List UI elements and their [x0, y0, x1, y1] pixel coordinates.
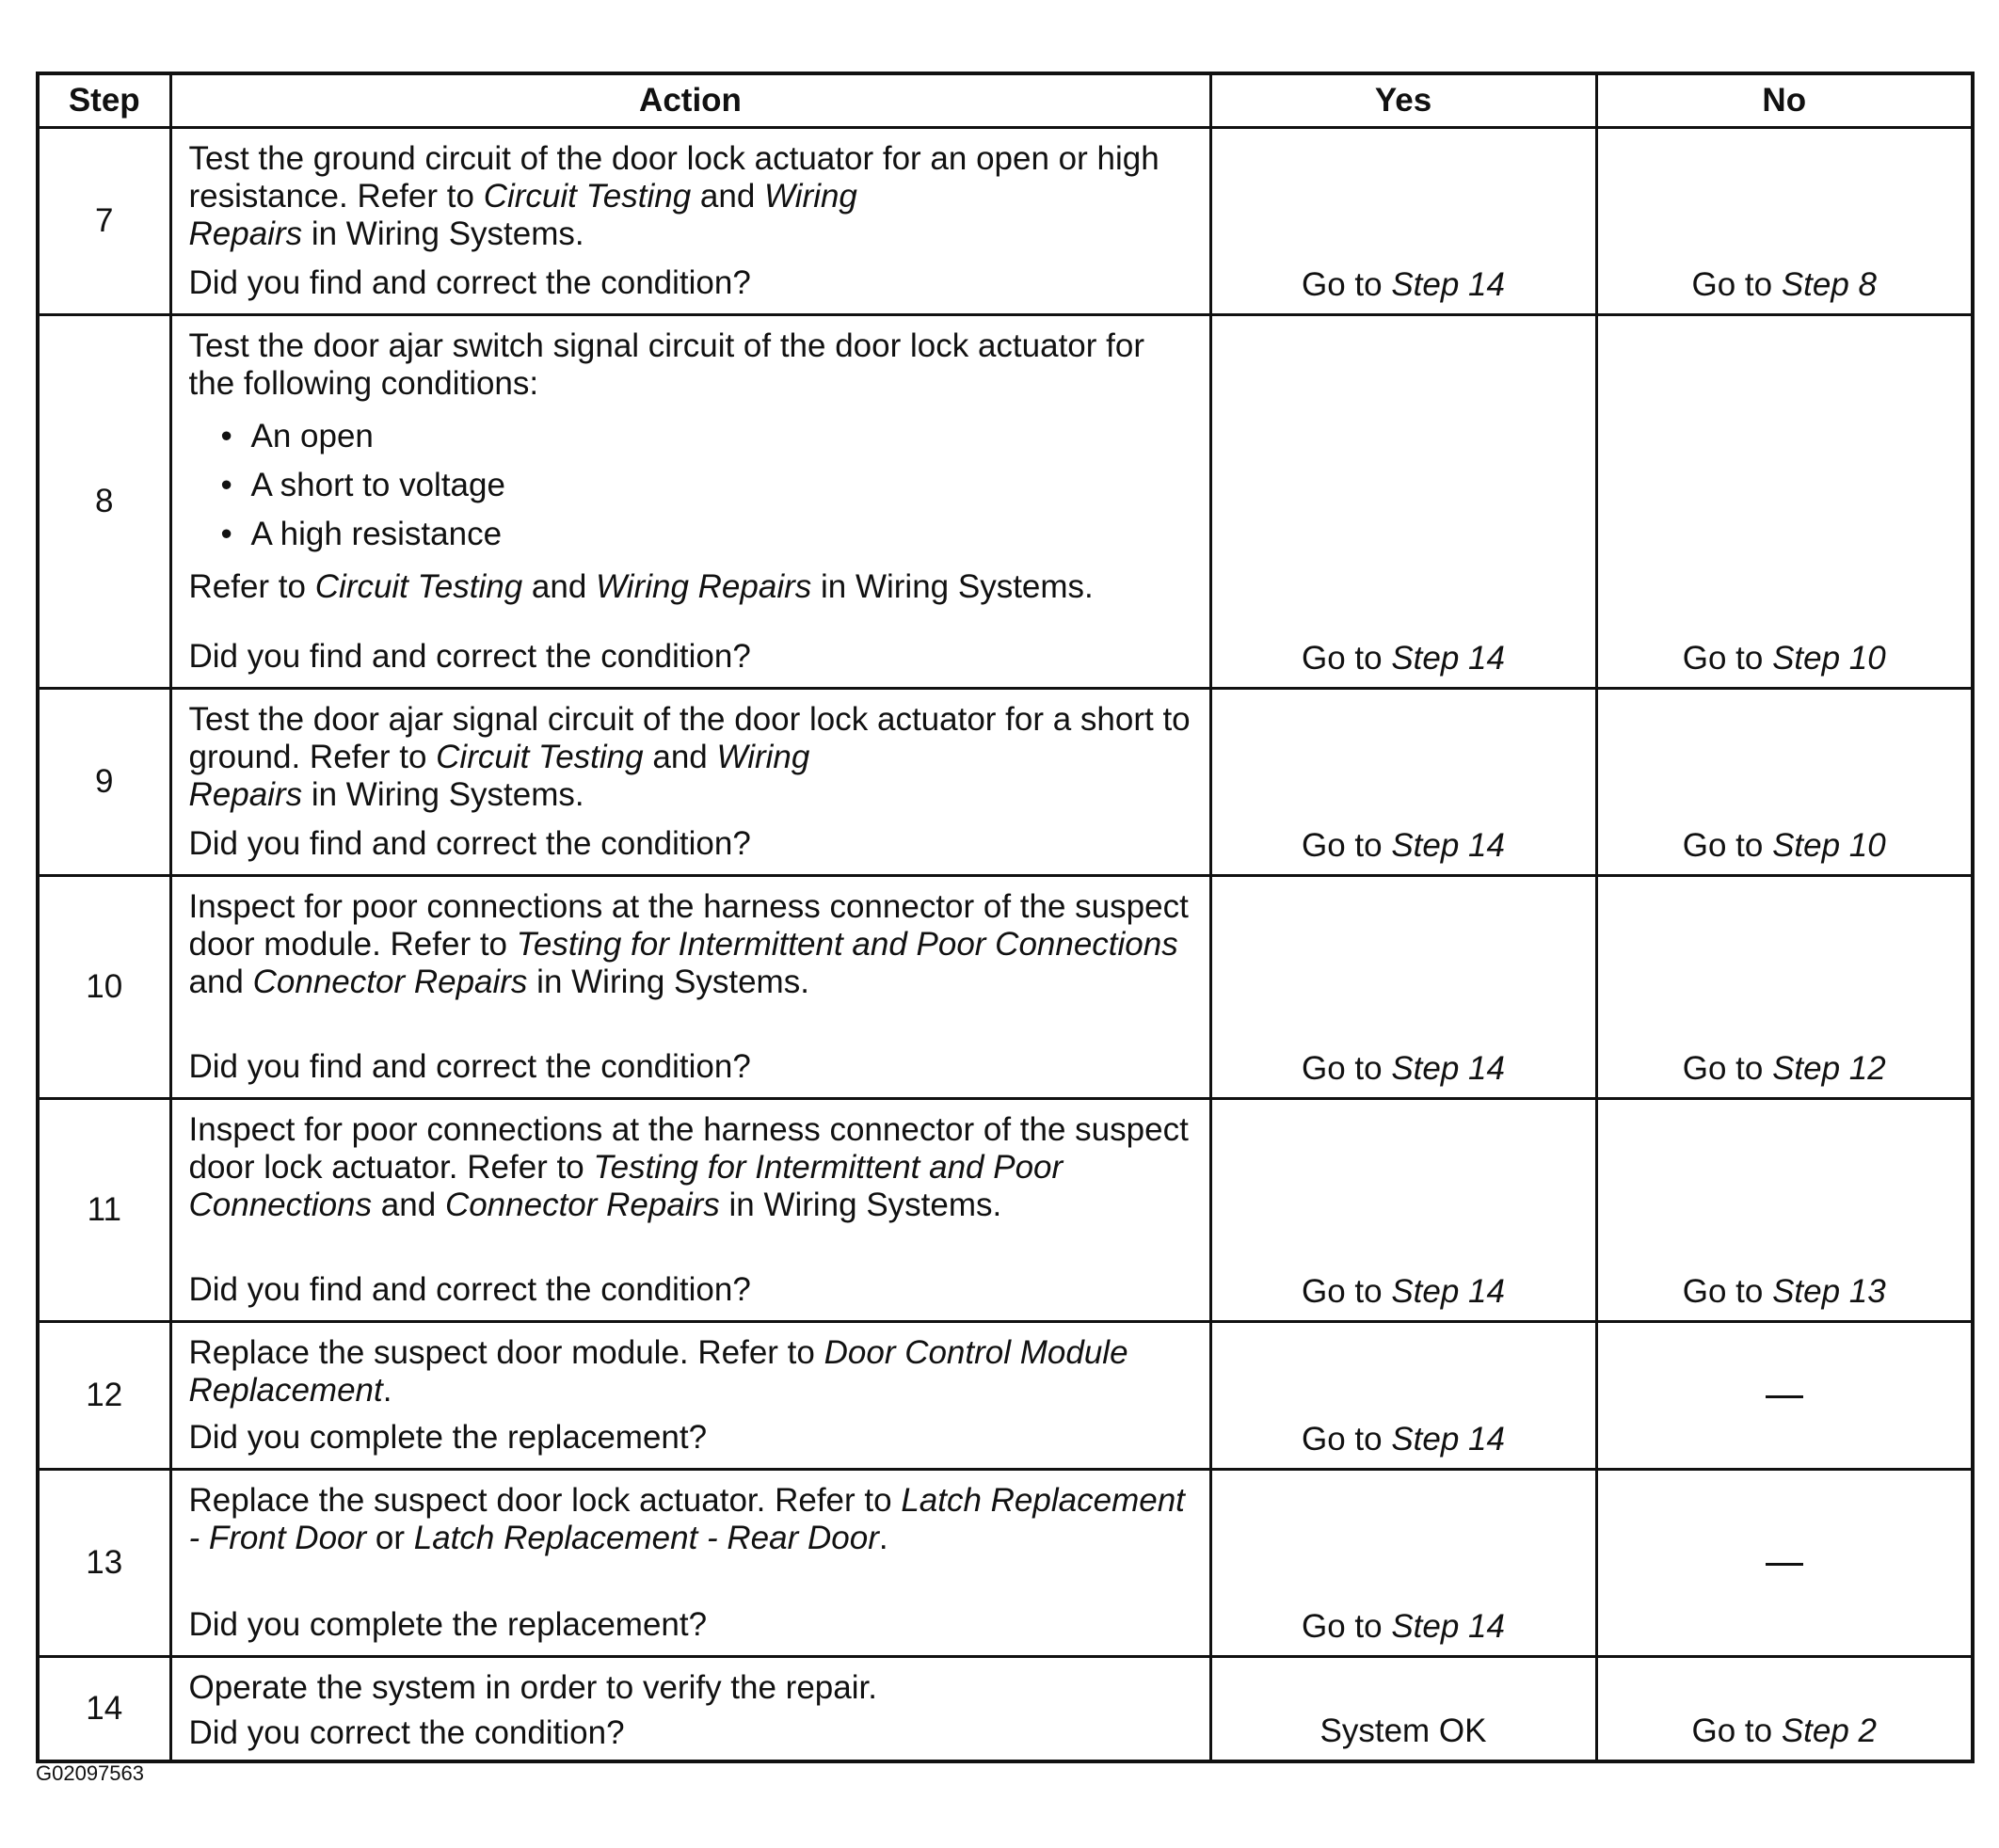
no-step-reference: Step 8: [1781, 266, 1878, 303]
no-step-reference: Step 12: [1772, 1050, 1886, 1087]
header-step: Step: [38, 73, 170, 128]
no-step-reference: Step 13: [1772, 1273, 1886, 1310]
no-result-text: Go to: [1682, 640, 1773, 677]
no-result: [1596, 1470, 1973, 1657]
condition-list: [189, 412, 1196, 559]
yes-result: [1210, 876, 1596, 1099]
action-question: Did you find and correct the condition?: [188, 264, 751, 301]
table-row: [38, 128, 1973, 315]
no-result: [1596, 1322, 1973, 1470]
yes-result: [1210, 128, 1596, 315]
action-cell: [170, 1657, 1210, 1762]
action-reference-text: Refer to Circuit Testing and Wiring Repairs in Wiring Systems.: [188, 568, 1094, 605]
yes-result-text: Go to: [1302, 827, 1392, 864]
no-step-reference: Step 2: [1781, 1713, 1878, 1749]
table-header-row: [38, 73, 1973, 128]
action-text: Operate the system in order to verify the repair.: [188, 1669, 877, 1706]
no-result-text: Go to: [1682, 1273, 1773, 1310]
table-row: [38, 689, 1973, 876]
no-result: [1596, 128, 1973, 315]
step-number: 11: [38, 1099, 170, 1322]
yes-step-reference: Step 14: [1391, 1608, 1505, 1645]
action-cell: [170, 1322, 1210, 1470]
no-result: [1596, 876, 1973, 1099]
no-result: [1596, 315, 1973, 689]
action-text: Inspect for poor connections at the harness connector of the suspect door lock actuator. Refer to Testing for Intermittent and Poor Connections and Connector Repairs in Wiring Systems.: [188, 1111, 1189, 1223]
action-question: Did you find and correct the condition?: [188, 1048, 751, 1085]
table-row: [38, 1099, 1973, 1322]
yes-result-text: Go to: [1302, 1421, 1392, 1458]
action-text: Replace the suspect door lock actuator. Refer to Latch Replacement - Front Door or Latch Replacement - Rear Door.: [188, 1482, 1185, 1556]
action-question: Did you find and correct the condition?: [188, 825, 751, 862]
yes-result-text: Go to: [1302, 1050, 1392, 1087]
yes-step-reference: Step 14: [1391, 266, 1505, 303]
step-number: 9: [38, 689, 170, 876]
yes-result-text: Go to: [1302, 266, 1392, 303]
action-text: Inspect for poor connections at the harness connector of the suspect door module. Refer to Testing for Intermittent and Poor Connections and Connector Repairs in Wiring Systems.: [188, 888, 1189, 1000]
header-no: No: [1596, 73, 1973, 128]
yes-step-reference: Step 14: [1391, 827, 1505, 864]
action-question: Did you complete the replacement?: [188, 1606, 708, 1643]
table-body: [38, 128, 1973, 1762]
no-result-text: Go to: [1682, 827, 1773, 864]
yes-result-text: Go to: [1302, 1608, 1392, 1645]
yes-result-text: System OK: [1319, 1713, 1487, 1749]
yes-result-text: Go to: [1302, 640, 1392, 677]
no-result: [1596, 1657, 1973, 1762]
step-number: 8: [38, 315, 170, 689]
action-text: Replace the suspect door module. Refer to Door Control Module Replacement.: [188, 1334, 1128, 1409]
action-cell: [170, 128, 1210, 315]
no-result-dash: [1766, 1395, 1803, 1398]
no-result-text: Go to: [1691, 266, 1782, 303]
yes-result: [1210, 689, 1596, 876]
no-result-text: Go to: [1682, 1050, 1773, 1087]
action-cell: [170, 1099, 1210, 1322]
yes-result: [1210, 1322, 1596, 1470]
action-text: Test the ground circuit of the door lock actuator for an open or high resistance. Refer to Circuit Testing and Wiring Repairs in Wiring Systems.: [188, 140, 1159, 252]
table-row: [38, 1657, 1973, 1762]
step-number: 10: [38, 876, 170, 1099]
action-question: Did you complete the replacement?: [188, 1419, 708, 1456]
header-action: Action: [170, 73, 1210, 128]
yes-step-reference: Step 14: [1391, 1421, 1505, 1458]
yes-step-reference: Step 14: [1391, 1050, 1505, 1087]
no-step-reference: Step 10: [1772, 640, 1886, 677]
step-number: 7: [38, 128, 170, 315]
yes-result: [1210, 1099, 1596, 1322]
diagnostic-table: [36, 72, 1975, 1763]
yes-step-reference: Step 14: [1391, 1273, 1505, 1310]
yes-result-text: Go to: [1302, 1273, 1392, 1310]
table-row: [38, 876, 1973, 1099]
no-result: [1596, 1099, 1973, 1322]
action-question: Did you find and correct the condition?: [188, 1271, 751, 1308]
action-cell: [170, 1470, 1210, 1657]
table-row: [38, 315, 1973, 689]
action-cell: [170, 315, 1210, 689]
yes-step-reference: Step 14: [1391, 640, 1505, 677]
step-number: 12: [38, 1322, 170, 1470]
table-row: [38, 1322, 1973, 1470]
action-question: Did you correct the condition?: [188, 1714, 625, 1751]
action-question: Did you find and correct the condition?: [188, 638, 751, 675]
yes-result: [1210, 315, 1596, 689]
step-number: 14: [38, 1657, 170, 1762]
condition-item: • A short to voltage: [221, 461, 1196, 510]
figure-id: G02097563: [36, 1761, 144, 1785]
table-row: [38, 1470, 1973, 1657]
yes-result: [1210, 1470, 1596, 1657]
no-result-dash: [1766, 1563, 1803, 1566]
condition-item: • An open: [221, 412, 1196, 461]
no-step-reference: Step 10: [1772, 827, 1886, 864]
step-number: 13: [38, 1470, 170, 1657]
action-text: Test the door ajar signal circuit of the door lock actuator for a short to ground. Refer to Circuit Testing and Wiring Repairs in Wiring Systems.: [188, 701, 1191, 813]
header-yes: Yes: [1210, 73, 1596, 128]
action-cell: [170, 876, 1210, 1099]
no-result: [1596, 689, 1973, 876]
yes-result: [1210, 1657, 1596, 1762]
condition-item: • A high resistance: [221, 510, 1196, 559]
no-result-text: Go to: [1691, 1713, 1782, 1749]
action-cell: [170, 689, 1210, 876]
action-text: Test the door ajar switch signal circuit of the door lock actuator for the following conditions:: [188, 327, 1144, 402]
